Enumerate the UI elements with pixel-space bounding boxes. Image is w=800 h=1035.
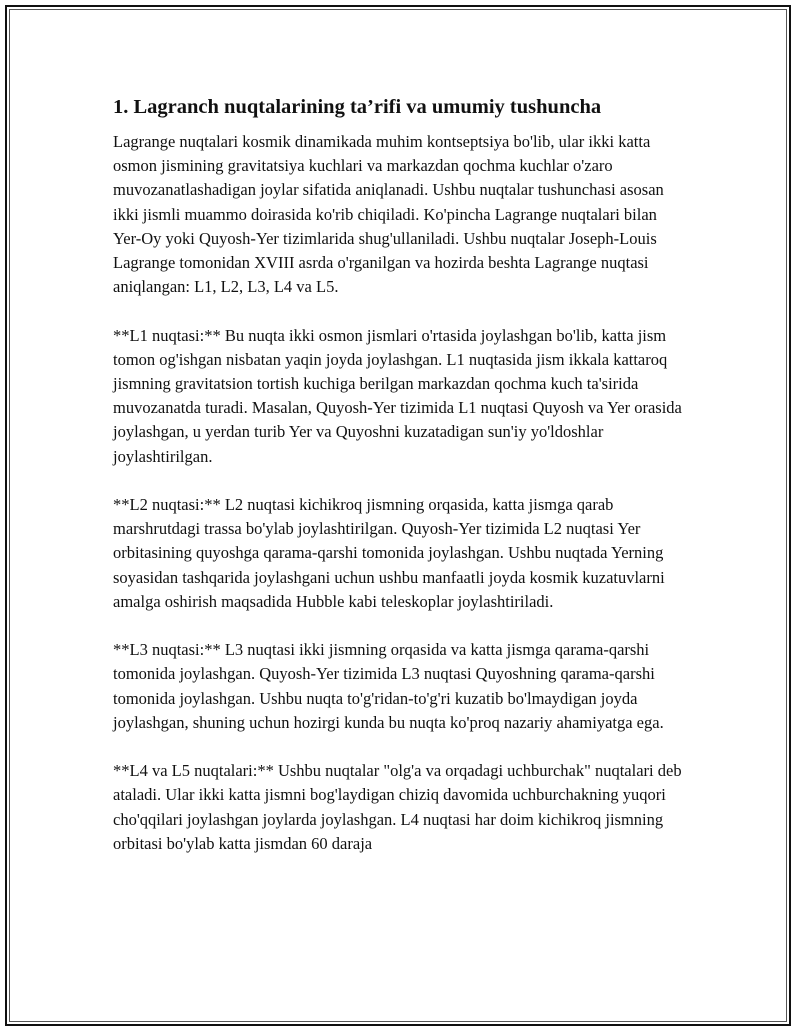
- paragraph-l3: **L3 nuqtasi:** L3 nuqtasi ikki jismning orqasida va katta jismga qarama-qarshi tomonida joylashgan. Quyosh-Yer tizimida L3 nuqtasi Quyoshning qarama-qarshi tomonida joylashgan. Ushbu nuqta to'g'ridan-to'g'ri kuzatib bo'lmaydigan joyda joylashgan, shuning uchun hozirgi kunda bu nuqta ko'proq nazariy ahamiyatga ega.: [113, 640, 664, 732]
- paragraph-l2: **L2 nuqtasi:** L2 nuqtasi kichikroq jismning orqasida, katta jismga qarab marshrutdagi trassa bo'ylab joylashtirilgan. Quyosh-Yer tizimida L2 nuqtasi Yer orbitasining quyoshga qarama-qarshi tomonida joylashgan. Ushbu nuqtada Yerning soyasidan tashqarida joylashgani uchun ushbu manfaatli joyda kosmik kuzatuvlarni amalga oshirish maqsadida Hubble kabi teleskoplar joylashtiriladi.: [113, 495, 665, 611]
- document-body: [113, 94, 688, 880]
- paragraph-l4-l5: **L4 va L5 nuqtalari:** Ushbu nuqtalar "olg'a va orqadagi uchburchak" nuqtalari deb ataladi. Ular ikki katta jismni bog'laydigan chiziq davomida uchburchakning yuqori cho'qqilari joylashgan joylarda joylashgan. L4 nuqtasi har doim kichikroq jismning orbitasi bo'ylab katta jismdan 60 daraja: [113, 761, 682, 853]
- section-heading: 1. Lagranch nuqtalarining ta’rifi va umumiy tushuncha: [113, 96, 602, 118]
- paragraph-l1: **L1 nuqtasi:** Bu nuqta ikki osmon jismlari o'rtasida joylashgan bo'lib, katta jism tomon og'ishgan nisbatan yaqin joyda joylashgan. L1 nuqtasida jism ikkala kattaroq jismning gravitatsion tortish kuchiga berilgan markazdan qochma kuch ta'sirida muvozanatda turadi. Masalan, Quyosh-Yer tizimida L1 nuqtasi Quyosh va Yer orasida joylashgan, u yerdan turib Yer va Quyoshni kuzatadigan sun'iy yo'ldoshlar joylashtirilgan.: [113, 325, 682, 466]
- paragraph-intro: Lagrange nuqtalari kosmik dinamikada muhim kontseptsiya bo'lib, ular ikki katta osmon jismining gravitatsiya kuchlari va markazdan qochma kuchlar o'zaro muvozanatlashadigan joylar sifatida aniqlanadi. Ushbu nuqtalar tushunchasi asosan ikki jismli muammo doirasida ko'rib chiqiladi. Ko'pincha Lagrange nuqtalari bilan Yer-Oy yoki Quyosh-Yer tizimlarida shug'ullaniladi. Ushbu nuqtalar Joseph-Louis Lagrange tomonidan XVIII asrda o'rganilgan va hozirda beshta Lagrange nuqtasi aniqlangan: L1, L2, L3, L4 va L5.: [113, 132, 664, 297]
